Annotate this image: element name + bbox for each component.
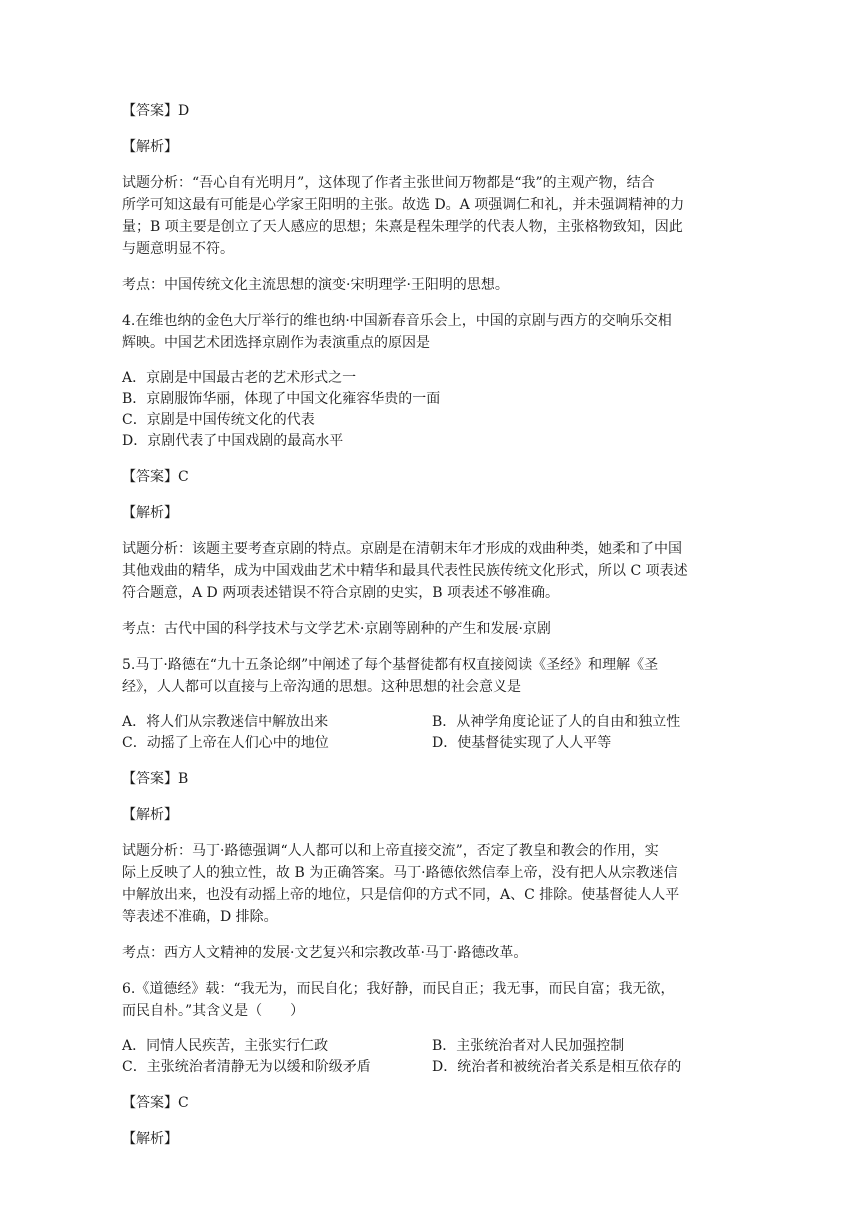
q6-options-row <box>122 1036 742 1057</box>
q5-stem-line: 经》，人人都可以直接与上帝沟通的思想。这种思想的社会意义是 <box>122 679 521 695</box>
q5-point: 考点：西方人文精神的发展·文艺复兴和宗教改革·马丁·路德改革。 <box>122 945 528 961</box>
q5-stem-line: 5.马丁·路德在“九十五条论纲”中阐述了每个基督徒都有权直接阅读《圣经》和理解《圣 <box>122 657 659 673</box>
q4-analysis-line: 其他戏曲的精华，成为中国戏曲艺术中精华和最具代表性民族传统文化形式，所以 C 项表述 <box>122 563 688 579</box>
q4-option-d: D．京剧代表了中国戏剧的最高水平 <box>122 433 344 449</box>
q5-answer: 【答案】B <box>122 771 189 787</box>
q5-stem <box>122 654 742 698</box>
q4-option-b: B．京剧服饰华丽，体现了中国文化雍容华贵的一面 <box>122 391 441 407</box>
q3-point: 考点：中国传统文化主流思想的演变·宋明理学·王阳明的思想。 <box>122 277 509 293</box>
q5-analysis <box>122 840 742 928</box>
q6-option-d: D．统治者和被统治者关系是相互依存的 <box>432 1059 682 1075</box>
document-page <box>122 100 742 1150</box>
q6-stem-line: 6.《道德经》载：“我无为，而民自化；我好静，而民自正；我无事，而民自富；我无欲， <box>122 981 675 997</box>
q5-analysis-line: 等表述不准确，D 排除。 <box>122 909 278 925</box>
q4-option-a: A．京剧是中国最古老的艺术形式之一 <box>122 370 357 386</box>
q6-analysis-label: 【解析】 <box>122 1131 178 1147</box>
q6-option-a: A．同情人民疾苦，主张实行仁政 <box>122 1038 329 1054</box>
q5-analysis-line: 中解放出来，也没有动摇上帝的地位，只是信仰的方式不同，A、C 排除。使基督徒人人平 <box>122 887 680 903</box>
q3-analysis <box>122 172 742 260</box>
q3-analysis-line: 量；B 项主要是创立了天人感应的思想；朱熹是程朱理学的代表人物，主张格物致知，因此 <box>122 219 683 235</box>
q4-stem-line: 辉映。中国艺术团选择京剧作为表演重点的原因是 <box>122 335 430 351</box>
q6-stem-line: 而民自朴。”其含义是（ ） <box>122 1003 305 1019</box>
q5-option-b: B．从神学角度论证了人的自由和独立性 <box>432 714 681 730</box>
q4-options <box>122 368 742 452</box>
q4-point: 考点：古代中国的科学技术与文学艺术·京剧等剧种的产生和发展·京剧 <box>122 621 551 637</box>
q6-answer: 【答案】C <box>122 1095 189 1111</box>
q5-option-a: A．将人们从宗教迷信中解放出来 <box>122 714 329 730</box>
q4-analysis-line: 试题分析：该题主要考查京剧的特点。京剧是在清朝末年才形成的戏曲种类，她柔和了中国 <box>122 541 682 557</box>
q5-analysis-line: 试题分析：马丁·路德强调“人人都可以和上帝直接交流”，否定了教皇和教会的作用，实 <box>122 843 659 859</box>
q5-analysis-label: 【解析】 <box>122 807 178 823</box>
q4-analysis-label: 【解析】 <box>122 505 178 521</box>
q5-option-c: C．动摇了上帝在人们心中的地位 <box>122 735 329 751</box>
q3-analysis-line: 与题意明显不符。 <box>122 241 234 257</box>
q3-analysis-label: 【解析】 <box>122 139 178 155</box>
q5-options-row <box>122 712 742 733</box>
q4-analysis <box>122 538 742 604</box>
q3-answer: 【答案】D <box>122 103 190 119</box>
q5-options-row <box>122 733 742 754</box>
q4-analysis-line: 符合题意，A D 两项表述错误不符合京剧的史实，B 项表述不够准确。 <box>122 585 559 601</box>
q6-options-row <box>122 1057 742 1078</box>
q6-stem <box>122 978 742 1022</box>
q4-answer: 【答案】C <box>122 469 189 485</box>
q4-stem-line: 4.在维也纳的金色大厅举行的维也纳·中国新春音乐会上，中国的京剧与西方的交响乐交相 <box>122 313 672 329</box>
q4-stem <box>122 310 742 354</box>
q3-analysis-line: 试题分析：“吾心自有光明月”，这体现了作者主张世间万物都是“我”的主观产物，结合 <box>122 175 655 191</box>
q4-option-c: C．京剧是中国传统文化的代表 <box>122 412 315 428</box>
q6-option-c: C．主张统治者清静无为以缓和阶级矛盾 <box>122 1059 371 1075</box>
q6-option-b: B．主张统治者对人民加强控制 <box>432 1038 625 1054</box>
q5-option-d: D．使基督徒实现了人人平等 <box>432 735 612 751</box>
q5-options <box>122 712 742 754</box>
q3-analysis-line: 所学可知这最有可能是心学家王阳明的主张。故选 D。A 项强调仁和礼，并未强调精神的力 <box>122 197 685 213</box>
q6-options <box>122 1036 742 1078</box>
q5-analysis-line: 际上反映了人的独立性，故 B 为正确答案。马丁·路德依然信奉上帝，没有把人从宗教迷信 <box>122 865 678 881</box>
